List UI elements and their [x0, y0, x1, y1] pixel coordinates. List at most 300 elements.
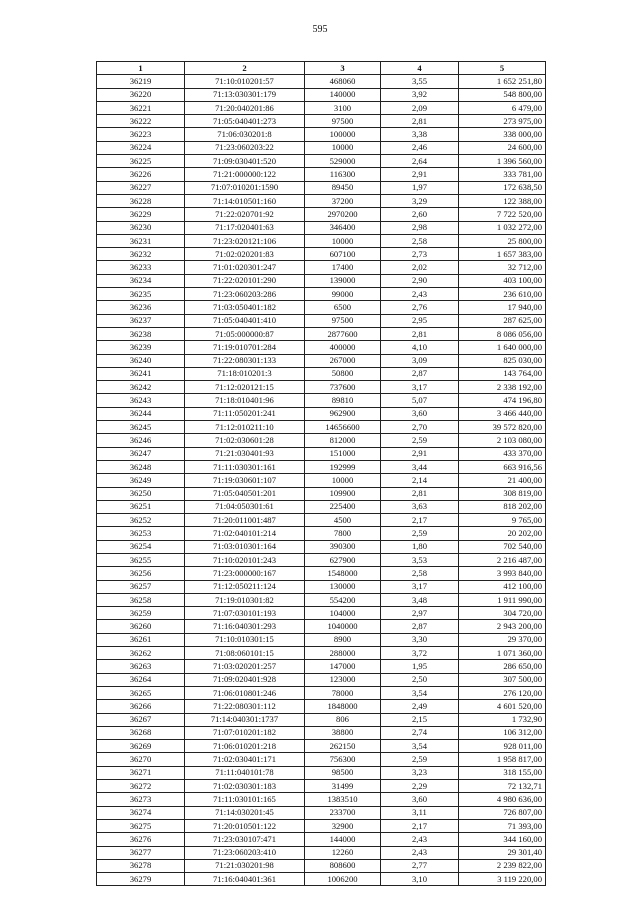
cell-row-number: 36257 — [97, 580, 185, 593]
cell-rate: 3,53 — [381, 553, 459, 566]
cell-area: 225400 — [305, 500, 381, 513]
cell-rate: 3,23 — [381, 766, 459, 779]
cell-area: 144000 — [305, 833, 381, 846]
cell-rate: 3,17 — [381, 580, 459, 593]
cell-row-number: 36274 — [97, 806, 185, 819]
cell-area: 8900 — [305, 633, 381, 646]
table-row — [97, 75, 546, 88]
cell-value: 29 370,00 — [459, 633, 546, 646]
cell-row-number: 36219 — [97, 75, 185, 88]
cell-rate: 2,29 — [381, 780, 459, 793]
table-row — [97, 487, 546, 500]
table-row — [97, 314, 546, 327]
cell-area: 139000 — [305, 274, 381, 287]
cell-area: 806 — [305, 713, 381, 726]
cell-cadastral-number: 71:17:020401:63 — [185, 221, 305, 234]
cell-area: 737600 — [305, 381, 381, 394]
table-row — [97, 394, 546, 407]
cell-area: 31499 — [305, 780, 381, 793]
table-row — [97, 341, 546, 354]
table-row — [97, 407, 546, 420]
cell-rate: 2,59 — [381, 434, 459, 447]
cell-value: 2 216 487,00 — [459, 553, 546, 566]
table-row — [97, 168, 546, 181]
cell-cadastral-number: 71:10:010201:57 — [185, 75, 305, 88]
cell-value: 412 100,00 — [459, 580, 546, 593]
cell-row-number: 36239 — [97, 341, 185, 354]
header-row — [97, 62, 546, 75]
cell-rate: 2,17 — [381, 514, 459, 527]
cell-cadastral-number: 71:21:000000:122 — [185, 168, 305, 181]
table-row — [97, 540, 546, 553]
cell-value: 39 572 820,00 — [459, 421, 546, 434]
cell-value: 9 765,00 — [459, 514, 546, 527]
cell-area: 89810 — [305, 394, 381, 407]
cell-cadastral-number: 71:02:030601:28 — [185, 434, 305, 447]
cell-cadastral-number: 71:16:040401:361 — [185, 873, 305, 886]
cell-rate: 2,91 — [381, 447, 459, 460]
cell-area: 10000 — [305, 234, 381, 247]
cell-value: 106 312,00 — [459, 726, 546, 739]
table-row — [97, 101, 546, 114]
cell-row-number: 36240 — [97, 354, 185, 367]
table-row — [97, 553, 546, 566]
cell-rate: 2,59 — [381, 527, 459, 540]
table-row — [97, 447, 546, 460]
cell-cadastral-number: 71:10:010301:15 — [185, 633, 305, 646]
cell-cadastral-number: 71:21:030401:93 — [185, 447, 305, 460]
cell-row-number: 36255 — [97, 553, 185, 566]
cell-area: 100000 — [305, 128, 381, 141]
cell-cadastral-number: 71:02:040101:214 — [185, 527, 305, 540]
cell-cadastral-number: 71:22:020101:290 — [185, 274, 305, 287]
cell-cadastral-number: 71:07:030101:193 — [185, 607, 305, 620]
cell-row-number: 36266 — [97, 700, 185, 713]
cell-row-number: 36254 — [97, 540, 185, 553]
cell-row-number: 36220 — [97, 88, 185, 101]
cell-area: 1548000 — [305, 567, 381, 580]
cell-area: 38800 — [305, 726, 381, 739]
cell-cadastral-number: 71:23:000000:167 — [185, 567, 305, 580]
cell-value: 276 120,00 — [459, 686, 546, 699]
cell-value: 307 500,00 — [459, 673, 546, 686]
cell-cadastral-number: 71:14:030201:45 — [185, 806, 305, 819]
cell-row-number: 36227 — [97, 181, 185, 194]
cell-rate: 2,14 — [381, 474, 459, 487]
cell-value: 6 479,00 — [459, 101, 546, 114]
table-row — [97, 567, 546, 580]
cell-area: 6500 — [305, 301, 381, 314]
cell-rate: 3,17 — [381, 381, 459, 394]
table-row — [97, 460, 546, 473]
cell-value: 474 196,80 — [459, 394, 546, 407]
cell-value: 1 732,90 — [459, 713, 546, 726]
cell-area: 10000 — [305, 141, 381, 154]
cell-cadastral-number: 71:05:040401:410 — [185, 314, 305, 327]
cell-row-number: 36269 — [97, 740, 185, 753]
table-row — [97, 421, 546, 434]
header-col-3: 3 — [305, 62, 381, 75]
cell-rate: 2,46 — [381, 141, 459, 154]
cell-rate: 3,92 — [381, 88, 459, 101]
cell-area: 1040000 — [305, 620, 381, 633]
cell-rate: 3,60 — [381, 407, 459, 420]
cell-row-number: 36222 — [97, 115, 185, 128]
table-row — [97, 367, 546, 380]
cell-value: 818 202,00 — [459, 500, 546, 513]
table-row — [97, 181, 546, 194]
cell-area: 233700 — [305, 806, 381, 819]
cell-rate: 2,81 — [381, 115, 459, 128]
cell-cadastral-number: 71:23:020121:106 — [185, 234, 305, 247]
cell-rate: 3,48 — [381, 593, 459, 606]
cell-area: 7800 — [305, 527, 381, 540]
cell-row-number: 36230 — [97, 221, 185, 234]
cell-row-number: 36232 — [97, 248, 185, 261]
cell-rate: 4,10 — [381, 341, 459, 354]
cell-rate: 3,11 — [381, 806, 459, 819]
cell-cadastral-number: 71:22:080301:133 — [185, 354, 305, 367]
cell-value: 21 400,00 — [459, 474, 546, 487]
cell-rate: 2,49 — [381, 700, 459, 713]
cell-cadastral-number: 71:14:040301:1737 — [185, 713, 305, 726]
table-row — [97, 514, 546, 527]
cell-cadastral-number: 71:06:010801:246 — [185, 686, 305, 699]
cell-row-number: 36234 — [97, 274, 185, 287]
cell-area: 4500 — [305, 514, 381, 527]
table-row — [97, 274, 546, 287]
cell-area: 140000 — [305, 88, 381, 101]
cell-row-number: 36260 — [97, 620, 185, 633]
cell-row-number: 36271 — [97, 766, 185, 779]
header-col-4: 4 — [381, 62, 459, 75]
cell-rate: 2,43 — [381, 288, 459, 301]
table-row — [97, 846, 546, 859]
cell-rate: 2,77 — [381, 859, 459, 872]
cell-rate: 2,98 — [381, 221, 459, 234]
cell-value: 3 993 840,00 — [459, 567, 546, 580]
cell-rate: 2,64 — [381, 155, 459, 168]
cell-value: 2 103 080,00 — [459, 434, 546, 447]
cell-row-number: 36259 — [97, 607, 185, 620]
cell-rate: 1,95 — [381, 660, 459, 673]
cell-value: 1 396 560,00 — [459, 155, 546, 168]
cell-row-number: 36247 — [97, 447, 185, 460]
table-body — [97, 75, 546, 886]
cell-area: 529000 — [305, 155, 381, 168]
cell-rate: 3,63 — [381, 500, 459, 513]
cell-rate: 1,80 — [381, 540, 459, 553]
cell-rate: 2,81 — [381, 327, 459, 340]
table-row — [97, 474, 546, 487]
cell-cadastral-number: 71:13:030301:179 — [185, 88, 305, 101]
cell-row-number: 36229 — [97, 208, 185, 221]
cell-value: 1 071 360,00 — [459, 647, 546, 660]
table-row — [97, 713, 546, 726]
cell-rate: 2,76 — [381, 301, 459, 314]
cell-row-number: 36246 — [97, 434, 185, 447]
cell-cadastral-number: 71:11:040101:78 — [185, 766, 305, 779]
cell-value: 4 980 636,00 — [459, 793, 546, 806]
cell-area: 607100 — [305, 248, 381, 261]
cell-value: 3 466 440,00 — [459, 407, 546, 420]
table-row — [97, 859, 546, 872]
cell-row-number: 36256 — [97, 567, 185, 580]
cell-rate: 3,60 — [381, 793, 459, 806]
table-row — [97, 221, 546, 234]
cell-cadastral-number: 71:23:060203:410 — [185, 846, 305, 859]
cell-area: 104000 — [305, 607, 381, 620]
cell-row-number: 36261 — [97, 633, 185, 646]
cell-value: 1 911 990,00 — [459, 593, 546, 606]
table-row — [97, 753, 546, 766]
cell-cadastral-number: 71:05:000000:87 — [185, 327, 305, 340]
cell-row-number: 36268 — [97, 726, 185, 739]
cell-cadastral-number: 71:20:040201:86 — [185, 101, 305, 114]
cell-rate: 2,02 — [381, 261, 459, 274]
table-row — [97, 194, 546, 207]
cell-rate: 3,09 — [381, 354, 459, 367]
cell-row-number: 36242 — [97, 381, 185, 394]
cell-row-number: 36224 — [97, 141, 185, 154]
cell-value: 1 958 817,00 — [459, 753, 546, 766]
cell-rate: 2,70 — [381, 421, 459, 434]
cell-area: 756300 — [305, 753, 381, 766]
cell-value: 72 132,71 — [459, 780, 546, 793]
cell-value: 20 202,00 — [459, 527, 546, 540]
cell-value: 32 712,00 — [459, 261, 546, 274]
cell-value: 403 100,00 — [459, 274, 546, 287]
cell-area: 123000 — [305, 673, 381, 686]
cell-cadastral-number: 71:02:030301:183 — [185, 780, 305, 793]
cell-value: 344 160,00 — [459, 833, 546, 846]
cell-area: 89450 — [305, 181, 381, 194]
table-row — [97, 673, 546, 686]
cell-row-number: 36253 — [97, 527, 185, 540]
cell-value: 928 011,00 — [459, 740, 546, 753]
table-row — [97, 500, 546, 513]
cell-area: 400000 — [305, 341, 381, 354]
cell-value: 8 086 056,00 — [459, 327, 546, 340]
cell-area: 98500 — [305, 766, 381, 779]
cell-cadastral-number: 71:06:030201:8 — [185, 128, 305, 141]
cell-area: 288000 — [305, 647, 381, 660]
cell-cadastral-number: 71:11:030101:165 — [185, 793, 305, 806]
cell-row-number: 36233 — [97, 261, 185, 274]
cell-area: 130000 — [305, 580, 381, 593]
cell-row-number: 36276 — [97, 833, 185, 846]
cell-value: 2 239 822,00 — [459, 859, 546, 872]
cell-rate: 2,95 — [381, 314, 459, 327]
cell-area: 346400 — [305, 221, 381, 234]
cell-value: 2 943 200,00 — [459, 620, 546, 633]
cell-value: 1 657 383,00 — [459, 248, 546, 261]
cell-cadastral-number: 71:14:010501:160 — [185, 194, 305, 207]
cell-row-number: 36228 — [97, 194, 185, 207]
cell-row-number: 36226 — [97, 168, 185, 181]
header-col-1: 1 — [97, 62, 185, 75]
cell-row-number: 36279 — [97, 873, 185, 886]
cell-value: 333 781,00 — [459, 168, 546, 181]
cell-rate: 2,74 — [381, 726, 459, 739]
cell-cadastral-number: 71:16:040301:293 — [185, 620, 305, 633]
table-row — [97, 261, 546, 274]
table-row — [97, 633, 546, 646]
table-row — [97, 115, 546, 128]
cell-value: 548 800,00 — [459, 88, 546, 101]
cell-value: 1 640 000,00 — [459, 341, 546, 354]
header-col-5: 5 — [459, 62, 546, 75]
cell-area: 808600 — [305, 859, 381, 872]
cell-row-number: 36250 — [97, 487, 185, 500]
cell-area: 554200 — [305, 593, 381, 606]
cell-row-number: 36248 — [97, 460, 185, 473]
table-row — [97, 873, 546, 886]
cell-row-number: 36241 — [97, 367, 185, 380]
cell-rate: 2,43 — [381, 846, 459, 859]
cell-area: 468060 — [305, 75, 381, 88]
cell-rate: 3,54 — [381, 740, 459, 753]
cell-cadastral-number: 71:02:030401:171 — [185, 753, 305, 766]
cell-cadastral-number: 71:03:010301:164 — [185, 540, 305, 553]
cell-rate: 3,54 — [381, 686, 459, 699]
cell-rate: 2,97 — [381, 607, 459, 620]
cell-row-number: 36270 — [97, 753, 185, 766]
cell-area: 14656600 — [305, 421, 381, 434]
cell-cadastral-number: 71:12:050211:124 — [185, 580, 305, 593]
cell-value: 726 807,00 — [459, 806, 546, 819]
cell-cadastral-number: 71:09:020401:928 — [185, 673, 305, 686]
cell-cadastral-number: 71:01:020301:247 — [185, 261, 305, 274]
cell-row-number: 36243 — [97, 394, 185, 407]
cell-row-number: 36275 — [97, 819, 185, 832]
cell-cadastral-number: 71:04:050301:61 — [185, 500, 305, 513]
cell-value: 702 540,00 — [459, 540, 546, 553]
table-row — [97, 327, 546, 340]
table-row — [97, 234, 546, 247]
cell-value: 3 119 220,00 — [459, 873, 546, 886]
table-row — [97, 527, 546, 540]
cell-cadastral-number: 71:23:060203:286 — [185, 288, 305, 301]
cell-row-number: 36273 — [97, 793, 185, 806]
cell-value: 273 975,00 — [459, 115, 546, 128]
cell-rate: 3,10 — [381, 873, 459, 886]
cell-rate: 2,60 — [381, 208, 459, 221]
table-row — [97, 288, 546, 301]
table-row — [97, 381, 546, 394]
cell-cadastral-number: 71:11:030301:161 — [185, 460, 305, 473]
cell-cadastral-number: 71:03:050401:182 — [185, 301, 305, 314]
cell-row-number: 36258 — [97, 593, 185, 606]
cell-rate: 2,43 — [381, 833, 459, 846]
cell-value: 1 032 272,00 — [459, 221, 546, 234]
cell-cadastral-number: 71:06:010201:218 — [185, 740, 305, 753]
cell-area: 78000 — [305, 686, 381, 699]
cell-rate: 2,58 — [381, 567, 459, 580]
cell-rate: 2,15 — [381, 713, 459, 726]
cell-rate: 2,73 — [381, 248, 459, 261]
cell-value: 236 610,00 — [459, 288, 546, 301]
cell-rate: 2,50 — [381, 673, 459, 686]
cell-area: 627900 — [305, 553, 381, 566]
cell-rate: 3,72 — [381, 647, 459, 660]
cell-area: 17400 — [305, 261, 381, 274]
cell-area: 962900 — [305, 407, 381, 420]
table-row — [97, 660, 546, 673]
cell-row-number: 36265 — [97, 686, 185, 699]
table-row — [97, 434, 546, 447]
table-row — [97, 686, 546, 699]
cell-row-number: 36264 — [97, 673, 185, 686]
cell-area: 97500 — [305, 314, 381, 327]
cell-cadastral-number: 71:22:080301:112 — [185, 700, 305, 713]
table-row — [97, 819, 546, 832]
cell-area: 812000 — [305, 434, 381, 447]
cell-value: 172 638,50 — [459, 181, 546, 194]
cell-cadastral-number: 71:10:020101:243 — [185, 553, 305, 566]
cell-row-number: 36262 — [97, 647, 185, 660]
data-table — [96, 61, 546, 886]
cell-area: 37200 — [305, 194, 381, 207]
cell-rate: 3,55 — [381, 75, 459, 88]
cell-row-number: 36231 — [97, 234, 185, 247]
cell-row-number: 36272 — [97, 780, 185, 793]
cell-cadastral-number: 71:23:060203:22 — [185, 141, 305, 154]
cell-area: 32900 — [305, 819, 381, 832]
cell-cadastral-number: 71:18:010401:96 — [185, 394, 305, 407]
cell-area: 192999 — [305, 460, 381, 473]
cell-area: 267000 — [305, 354, 381, 367]
table-row — [97, 248, 546, 261]
cell-area: 3100 — [305, 101, 381, 114]
table-row — [97, 88, 546, 101]
cell-cadastral-number: 71:09:030401:520 — [185, 155, 305, 168]
table-row — [97, 607, 546, 620]
cell-rate: 2,58 — [381, 234, 459, 247]
cell-value: 338 000,00 — [459, 128, 546, 141]
cell-rate: 3,29 — [381, 194, 459, 207]
cell-area: 2970200 — [305, 208, 381, 221]
cell-area: 109900 — [305, 487, 381, 500]
cell-area: 99000 — [305, 288, 381, 301]
cell-rate: 2,81 — [381, 487, 459, 500]
cell-area: 50800 — [305, 367, 381, 380]
cell-area: 1383510 — [305, 793, 381, 806]
cell-row-number: 36245 — [97, 421, 185, 434]
cell-area: 147000 — [305, 660, 381, 673]
cell-value: 287 625,00 — [459, 314, 546, 327]
cell-rate: 2,87 — [381, 620, 459, 633]
cell-rate: 2,87 — [381, 367, 459, 380]
table-row — [97, 793, 546, 806]
cell-row-number: 36249 — [97, 474, 185, 487]
cell-area: 390300 — [305, 540, 381, 553]
cell-value: 2 338 192,00 — [459, 381, 546, 394]
cell-cadastral-number: 71:08:060101:15 — [185, 647, 305, 660]
table-row — [97, 155, 546, 168]
cell-row-number: 36237 — [97, 314, 185, 327]
cell-rate: 3,44 — [381, 460, 459, 473]
cell-row-number: 36263 — [97, 660, 185, 673]
table-row — [97, 780, 546, 793]
cell-value: 1 652 251,80 — [459, 75, 546, 88]
cell-row-number: 36235 — [97, 288, 185, 301]
table-row — [97, 580, 546, 593]
table-row — [97, 833, 546, 846]
table-row — [97, 806, 546, 819]
cell-cadastral-number: 71:07:010201:182 — [185, 726, 305, 739]
table-row — [97, 141, 546, 154]
